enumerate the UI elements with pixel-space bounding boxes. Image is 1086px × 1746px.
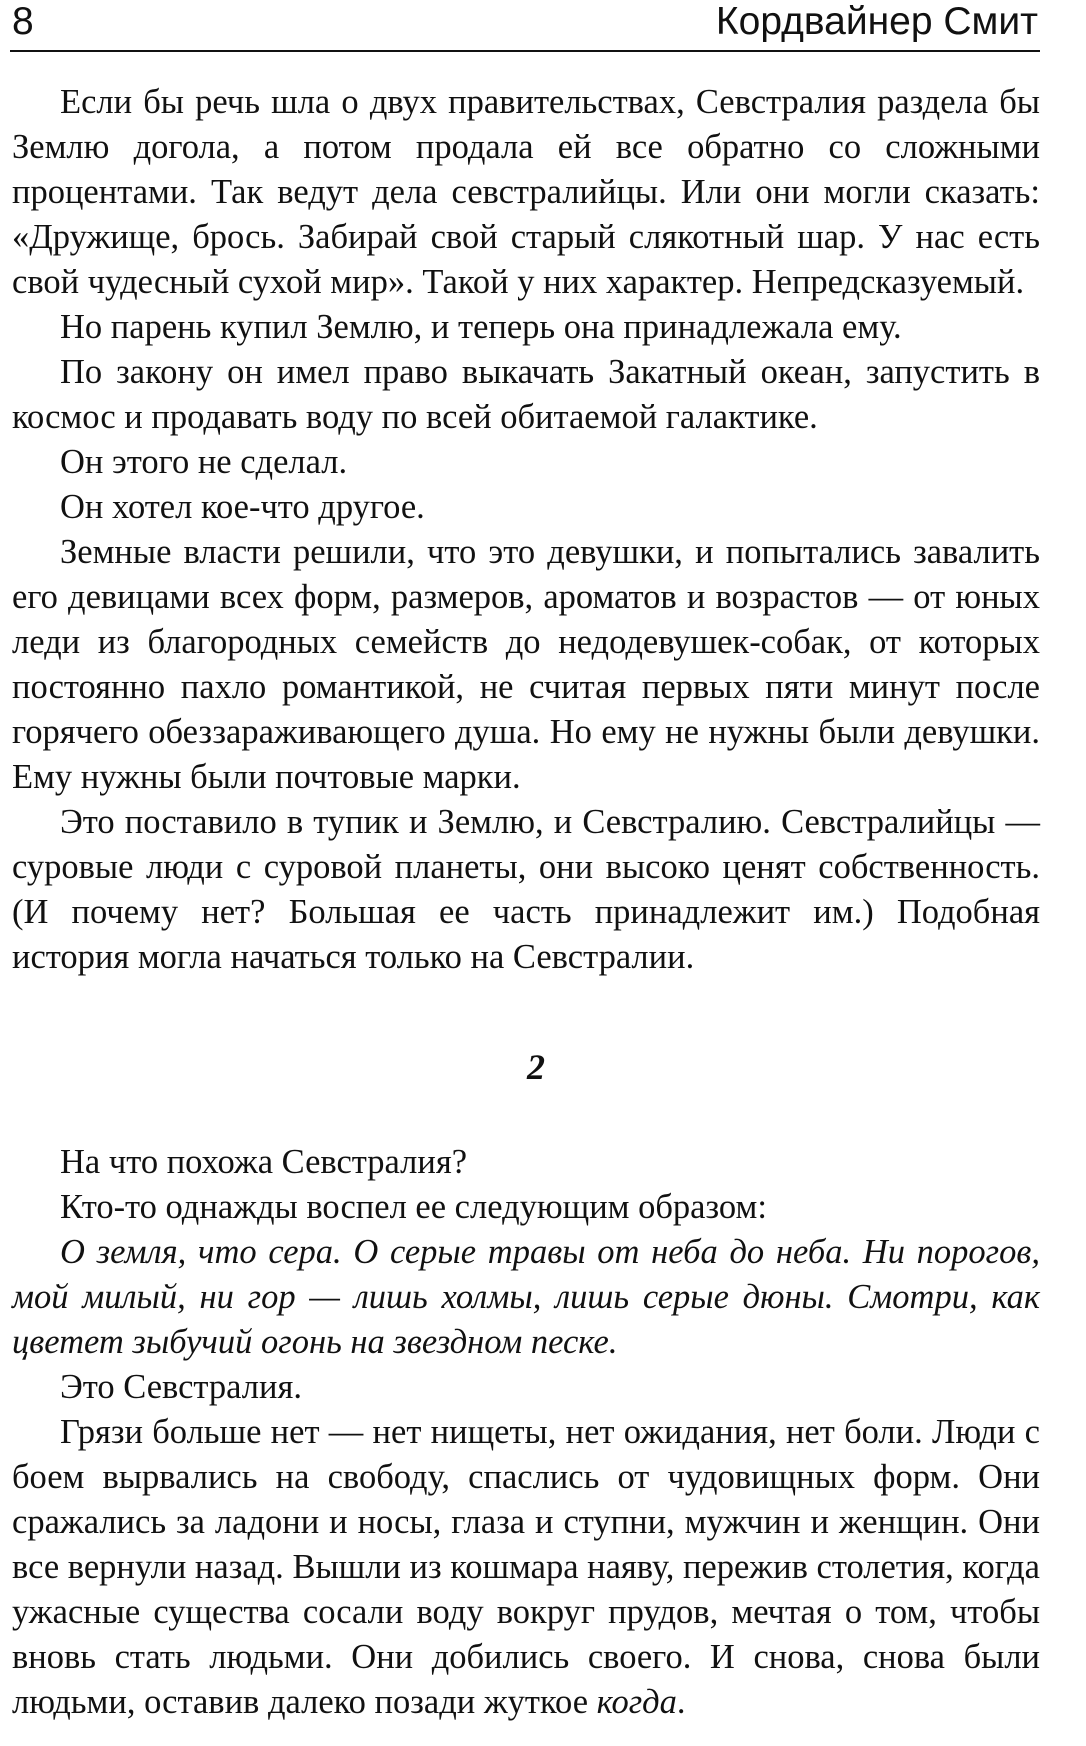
emphasized-word: когда bbox=[596, 1683, 677, 1721]
closing-text: Грязи больше нет — нет нищеты, нет ожидания, нет боли. Люди с боем вырвались на свободу, спаслись от чудовищных форм. Они сражались за ладони и носы, глаза и ступни, мужчин и женщин. Они все вернули назад. Вышли из кошмара наяву, пережив столетия, когда ужасные существа сосали воду вокруг прудов, мечтая о том, чтобы вновь стать людьми. Они добились своего. И снова, снова были людьми, оставив далеко позади жуткое bbox=[12, 1413, 1040, 1721]
paragraph: Это поставило в тупик и Землю, и Севстралию. Севстралийцы — суровые люди с суровой планеты, они высоко ценят собственность. (И почему нет? Большая ее часть принадлежит им.) Подобная история могла начаться только на Севстралии. bbox=[12, 803, 1040, 976]
paragraph: Кто-то однажды воспел ее следующим образом: bbox=[60, 1188, 767, 1226]
paragraph: Это Севстралия. bbox=[60, 1368, 302, 1406]
section-number: 2 bbox=[527, 1047, 545, 1087]
closing-paragraph bbox=[12, 1410, 1040, 1725]
page-number: 8 bbox=[12, 0, 34, 43]
paragraph: На что похожа Севстралия? bbox=[60, 1143, 468, 1181]
paragraph: Он этого не сделал. bbox=[60, 443, 348, 481]
running-head bbox=[10, 0, 1040, 52]
paragraph: Если бы речь шла о двух правительствах, Севстралия раздела бы Землю догола, а потом продала ей все обратно со сложными процентами. Так ведут дела севстралийцы. Или они могли сказать: «Дружище, брось. Забирай свой старый слякотный шар. У нас есть свой чудесный сухой мир». Такой у них характер. Непредсказуемый. bbox=[12, 83, 1040, 301]
paragraph: Земные власти решили, что это девушки, и попытались завалить его девицами всех форм, размеров, ароматов и возрастов — от юных леди из благородных семейств до недодевушек-собак, от которых постоянно пахло романтикой, не считая первых пяти минут после горячего обеззараживающего душа. Но ему не нужны были девушки. Ему нужны были почтовые марки. bbox=[12, 533, 1040, 796]
body-text bbox=[12, 80, 1040, 1725]
paragraph: По закону он имел право выкачать Закатный океан, запустить в космос и продавать воду по всей обитаемой галактике. bbox=[12, 353, 1040, 436]
author-name: Кордвайнер Смит bbox=[715, 0, 1038, 43]
verse-quote: О земля, что сера. О серые травы от неба до неба. Ни порогов, мой милый, ни гор — лишь холмы, лишь серые дюны. Смотри, как цветет зыбучий огонь на звездном песке. bbox=[12, 1233, 1040, 1361]
paragraph: Но парень купил Землю, и теперь она принадлежала ему. bbox=[60, 308, 902, 346]
closing-punctuation: . bbox=[676, 1683, 686, 1721]
paragraph: Он хотел кое-что другое. bbox=[60, 488, 425, 526]
